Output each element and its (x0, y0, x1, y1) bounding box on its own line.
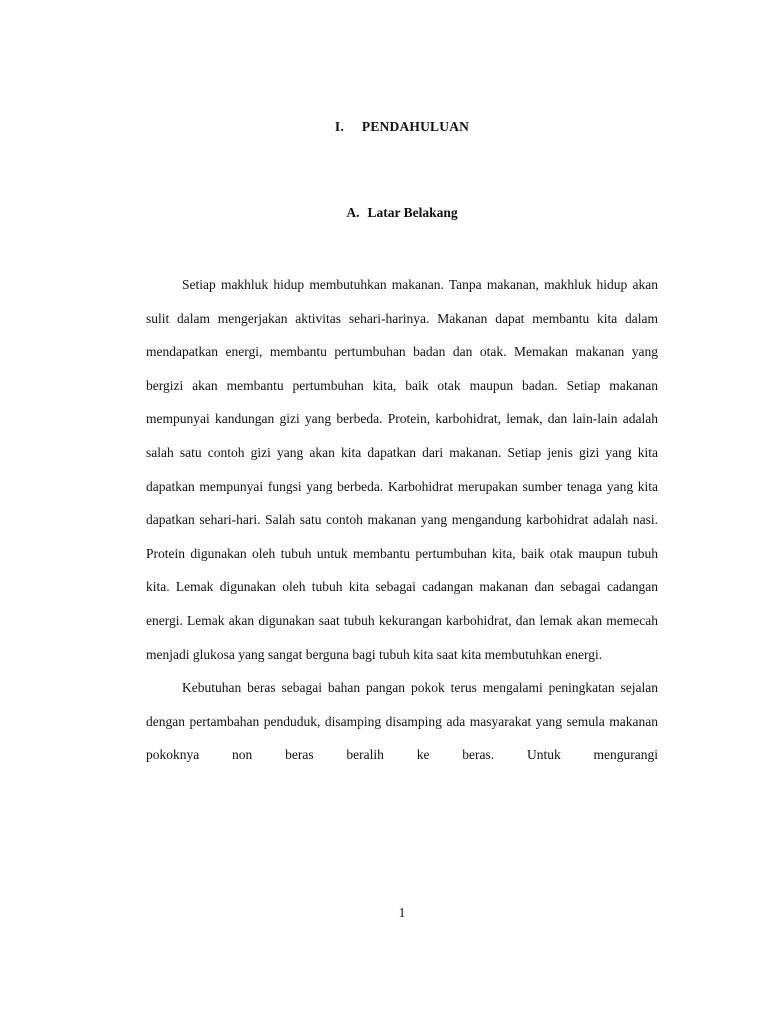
chapter-title: PENDAHULUAN (361, 119, 470, 134)
section-title: Latar Belakang (367, 205, 458, 220)
paragraph-1: Setiap makhluk hidup membutuhkan makanan. Tanpa makanan, makhluk hidup akan sulit dalam mengerjakan aktivitas sehari-harinya. Makanan dapat membantu kita dalam mendapatkan energi, membantu pertumbuhan badan dan otak. Memakan makanan yang bergizi akan membantu pertumbuhan kita, baik otak maupun badan. Setiap makanan mempunyai kandungan gizi yang berbeda. Protein, karbohidrat, lemak, dan lain-lain adalah salah satu contoh gizi yang akan kita dapatkan dari makanan. Setiap jenis gizi yang kita dapatkan mempunyai fungsi yang berbeda. Karbohidrat merupakan sumber tenaga yang kita dapatkan sehari-hari. Salah satu contoh makanan yang mengandung karbohidrat adalah nasi. Protein digunakan oleh tubuh untuk membantu pertumbuhan kita, baik otak maupun tubuh kita. Lemak digunakan oleh tubuh kita sebagai cadangan makanan dan sebagai cadangan energi. Lemak akan digunakan saat tubuh kekurangan karbohidrat, dan lemak akan memecah menjadi glukosa yang sangat berguna bagi tubuh kita saat kita membutuhkan energi. (146, 277, 658, 662)
body-text (146, 268, 658, 772)
chapter-number: I. (334, 119, 344, 134)
chapter-heading (0, 119, 768, 135)
section-number: A. (346, 205, 360, 220)
section-heading (0, 205, 768, 221)
page-number: 1 (398, 905, 406, 920)
paragraph-2: Kebutuhan beras sebagai bahan pangan pokok terus mengalami peningkatan sejalan dengan pertambahan penduduk, disamping disamping ada masyarakat yang semula makanan pokoknya non beras beralih ke beras. Untuk mengurangi (146, 680, 658, 763)
